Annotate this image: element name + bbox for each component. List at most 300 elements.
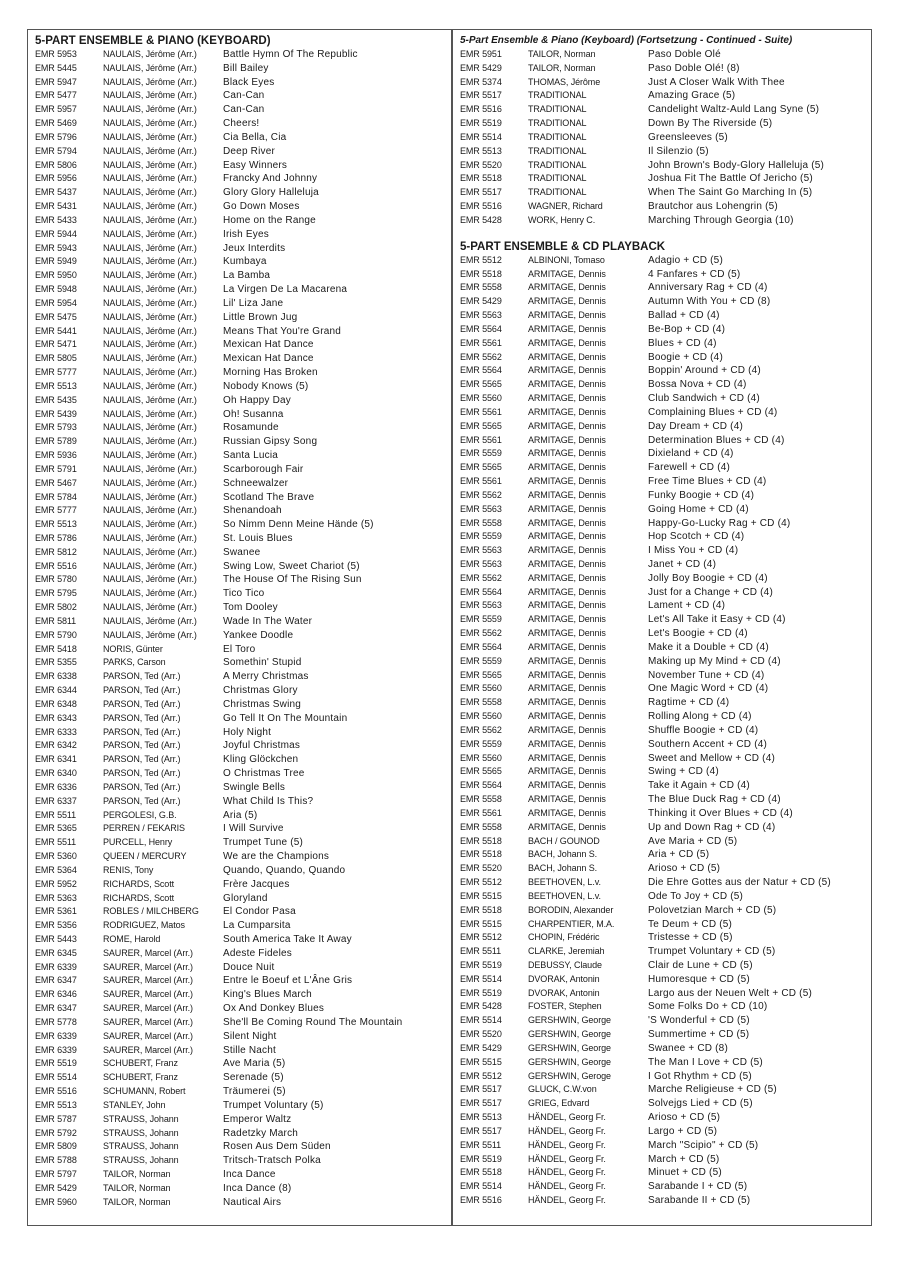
catalog-number: EMR 5564 — [460, 641, 502, 652]
list-item — [35, 643, 445, 657]
catalog-number: EMR 5428 — [460, 1001, 502, 1012]
title: March "Scipio" + CD (5) — [648, 1139, 759, 1151]
list-item — [35, 1140, 445, 1154]
composer: GERSHWIN, George — [528, 1015, 611, 1026]
list-item — [35, 850, 445, 864]
catalog-number: EMR 5786 — [35, 532, 77, 543]
right-column — [460, 34, 865, 1208]
composer: ARMITAGE, Dennis — [528, 697, 606, 708]
catalog-number: EMR 5560 — [460, 752, 502, 763]
composer: ARMITAGE, Dennis — [528, 489, 606, 500]
list-item — [460, 1014, 865, 1028]
list-item — [35, 366, 445, 380]
catalog-number: EMR 5513 — [35, 380, 77, 391]
list-item — [460, 641, 865, 655]
catalog-number: EMR 5513 — [460, 1112, 502, 1123]
title: Christmas Glory — [223, 685, 298, 697]
composer: RODRIGUEZ, Matos — [103, 920, 185, 931]
title: Russian Gipsy Song — [223, 436, 318, 448]
catalog-number: EMR 5565 — [460, 669, 502, 680]
composer: ARMITAGE, Dennis — [528, 365, 606, 376]
title: Up and Down Rag + CD (4) — [648, 821, 776, 833]
composer: STANLEY, John — [103, 1099, 166, 1110]
catalog-number: EMR 5562 — [460, 724, 502, 735]
composer: PARSON, Ted (Arr.) — [103, 754, 181, 765]
composer: FOSTER, Stephen — [528, 1001, 602, 1012]
list-item — [460, 862, 865, 876]
composer: ARMITAGE, Dennis — [528, 476, 606, 487]
title: Dixieland + CD (4) — [648, 448, 734, 460]
list-item — [460, 724, 865, 738]
list-item — [460, 1153, 865, 1167]
composer: PARSON, Ted (Arr.) — [103, 781, 181, 792]
list-item — [35, 933, 445, 947]
catalog-number: EMR 5809 — [35, 1141, 77, 1152]
composer: NAULAIS, Jérôme (Arr.) — [103, 546, 197, 557]
list-item — [460, 517, 865, 531]
list-item — [460, 655, 865, 669]
title: Bossa Nova + CD (4) — [648, 379, 747, 391]
title: Wade In The Water — [223, 615, 313, 627]
list-item — [460, 145, 865, 159]
composer: TRADITIONAL — [528, 90, 587, 101]
catalog-number: EMR 5558 — [460, 697, 502, 708]
list-item — [460, 434, 865, 448]
list-item — [460, 503, 865, 517]
catalog-number: EMR 5564 — [460, 365, 502, 376]
composer: TRADITIONAL — [528, 104, 587, 115]
list-item — [35, 228, 445, 242]
title: Happy-Go-Lucky Rag + CD (4) — [648, 517, 791, 529]
list-item — [460, 1111, 865, 1125]
list-item — [460, 876, 865, 890]
title: Making up My Mind + CD (4) — [648, 655, 781, 667]
list-item — [35, 62, 445, 76]
title: Oh! Susanna — [223, 408, 284, 420]
composer: DVORAK, Antonin — [528, 973, 600, 984]
title: Holy Night — [223, 726, 272, 738]
title: Scotland The Brave — [223, 491, 315, 503]
composer: WORK, Henry C. — [528, 214, 596, 225]
title: Träumerei (5) — [223, 1086, 286, 1098]
composer: NAULAIS, Jérôme (Arr.) — [103, 325, 197, 336]
title: Sarabande II + CD (5) — [648, 1195, 751, 1207]
title: The House Of The Rising Sun — [223, 574, 362, 586]
composer: GRIEG, Edvard — [528, 1098, 590, 1109]
composer: ARMITAGE, Dennis — [528, 711, 606, 722]
list-item — [35, 269, 445, 283]
list-item — [35, 560, 445, 574]
composer: ARMITAGE, Dennis — [528, 420, 606, 431]
catalog-number: EMR 5563 — [460, 503, 502, 514]
title: Marche Religieuse + CD (5) — [648, 1084, 777, 1096]
composer: ARMITAGE, Dennis — [528, 641, 606, 652]
catalog-number: EMR 5443 — [35, 934, 77, 944]
title: Free Time Blues + CD (4) — [648, 476, 767, 488]
catalog-number: EMR 5512 — [460, 1070, 502, 1081]
title: Minuet + CD (5) — [648, 1167, 722, 1179]
list-item — [35, 864, 445, 878]
title: South America Take It Away — [223, 934, 352, 945]
title: Te Deum + CD (5) — [648, 918, 733, 930]
title: I Miss You + CD (4) — [648, 545, 739, 557]
title: Ballad + CD (4) — [648, 310, 720, 322]
catalog-number: EMR 5520 — [460, 1029, 502, 1040]
list-item — [460, 710, 865, 724]
catalog-number: EMR 5519 — [460, 118, 502, 129]
composer: NAULAIS, Jérôme (Arr.) — [103, 422, 197, 433]
composer: HÄNDEL, Georg Fr. — [528, 1181, 606, 1192]
title: Santa Lucia — [223, 450, 279, 462]
title: Cia Bella, Cia — [223, 131, 287, 143]
catalog-number: EMR 5562 — [460, 572, 502, 583]
title: Trumpet Voluntary + CD (5) — [648, 946, 776, 958]
list-item — [460, 309, 865, 323]
title: Greensleeves (5) — [648, 131, 728, 143]
title: Little Brown Jug — [223, 311, 298, 323]
composer: NAULAIS, Jérôme (Arr.) — [103, 380, 197, 391]
list-item — [460, 738, 865, 752]
title: Amazing Grace (5) — [648, 90, 736, 102]
title: One Magic Word + CD (4) — [648, 683, 769, 695]
catalog-number: EMR 5431 — [35, 201, 77, 212]
title: Radetzky March — [223, 1127, 299, 1139]
catalog-number: EMR 5565 — [460, 420, 502, 431]
catalog-number: EMR 5960 — [35, 1196, 77, 1207]
catalog-number: EMR 5517 — [460, 1098, 502, 1109]
composer: PARSON, Ted (Arr.) — [103, 768, 181, 779]
catalog-number: EMR 5777 — [35, 505, 77, 516]
catalog-number: EMR 5562 — [460, 489, 502, 500]
composer: ARMITAGE, Dennis — [528, 282, 606, 293]
catalog-number: EMR 5418 — [35, 643, 77, 654]
composer: ARMITAGE, Dennis — [528, 503, 606, 514]
title: Stille Nacht — [223, 1044, 276, 1056]
catalog-number: EMR 5564 — [460, 323, 502, 334]
catalog-number: EMR 5519 — [460, 960, 502, 970]
list-item — [35, 283, 445, 297]
list-item — [460, 323, 865, 337]
title: Shuffle Boogie + CD (4) — [648, 724, 759, 736]
catalog-number: EMR 6345 — [35, 947, 77, 958]
catalog-number: EMR 5512 — [460, 254, 502, 265]
composer: ARMITAGE, Dennis — [528, 406, 606, 417]
catalog-number: EMR 5795 — [35, 588, 77, 599]
list-item — [35, 781, 445, 795]
catalog-number: EMR 5511 — [460, 1139, 502, 1150]
composer: NAULAIS, Jérôme (Arr.) — [103, 49, 197, 59]
composer: PARKS, Carson — [103, 657, 166, 668]
list-item — [35, 1044, 445, 1058]
title: Lament + CD (4) — [648, 600, 726, 612]
composer: QUEEN / MERCURY — [103, 851, 187, 862]
title: The Man I Love + CD (5) — [648, 1056, 763, 1068]
composer: ARMITAGE, Dennis — [528, 323, 606, 334]
catalog-number: EMR 5355 — [35, 657, 77, 668]
catalog-number: EMR 5950 — [35, 270, 77, 281]
left-column — [35, 34, 445, 1210]
title: Joshua Fit The Battle Of Jericho (5) — [648, 173, 813, 185]
composer: ARMITAGE, Dennis — [528, 821, 606, 832]
composer: STRAUSS, Johann — [103, 1141, 179, 1152]
catalog-number: EMR 5561 — [460, 807, 502, 818]
composer: NORIS, Günter — [103, 643, 163, 654]
composer: ARMITAGE, Dennis — [528, 351, 606, 362]
list-item — [35, 463, 445, 477]
catalog-number: EMR 5797 — [35, 1169, 77, 1180]
composer: ARMITAGE, Dennis — [528, 724, 606, 735]
list-item — [460, 281, 865, 295]
list-item — [460, 848, 865, 862]
title: Jeux Interdits — [223, 242, 286, 254]
catalog-number: EMR 5559 — [460, 448, 502, 459]
title: Ave Maria + CD (5) — [648, 835, 738, 847]
list-item — [35, 587, 445, 601]
list-item — [35, 836, 445, 850]
composer: ARMITAGE, Dennis — [528, 268, 606, 279]
title: El Toro — [223, 643, 256, 655]
title: Sweet and Mellow + CD (4) — [648, 752, 775, 764]
title: Yankee Doodle — [223, 629, 294, 641]
title: Somethin' Stupid — [223, 657, 302, 669]
title: A Merry Christmas — [223, 671, 309, 683]
composer: SCHUBERT, Franz — [103, 1058, 178, 1069]
list-item — [460, 1000, 865, 1014]
catalog-number: EMR 5518 — [460, 904, 502, 915]
title: Swing Low, Sweet Chariot (5) — [223, 560, 360, 572]
catalog-number: EMR 5511 — [35, 837, 77, 848]
catalog-number: EMR 5948 — [35, 284, 77, 295]
list-item — [35, 905, 445, 919]
composer: ARMITAGE, Dennis — [528, 738, 606, 749]
list-item — [35, 200, 445, 214]
title: Aria + CD (5) — [648, 849, 710, 861]
list-item — [35, 159, 445, 173]
list-item — [35, 629, 445, 643]
title: Tico Tico — [223, 588, 265, 600]
catalog-number: EMR 5471 — [35, 339, 77, 350]
list-item — [460, 572, 865, 586]
catalog-number: EMR 5363 — [35, 892, 77, 903]
composer: HÄNDEL, Georg Fr. — [528, 1139, 606, 1150]
catalog-number: EMR 5791 — [35, 463, 77, 474]
catalog-number: EMR 5512 — [460, 932, 502, 943]
title: November Tune + CD (4) — [648, 669, 765, 681]
title: Humoresque + CD (5) — [648, 973, 750, 985]
composer: PARSON, Ted (Arr.) — [103, 685, 181, 696]
catalog-number: EMR 6339 — [35, 1030, 77, 1041]
list-item — [35, 518, 445, 532]
list-item — [35, 1057, 445, 1071]
composer: RICHARDS, Scott — [103, 878, 175, 889]
catalog-number: EMR 5560 — [460, 711, 502, 722]
catalog-number: EMR 5794 — [35, 145, 77, 156]
catalog-number: EMR 5561 — [460, 406, 502, 417]
catalog-number: EMR 5517 — [460, 1125, 502, 1136]
composer: NAULAIS, Jérôme (Arr.) — [103, 284, 197, 295]
composer: GERSHWIN, George — [528, 1056, 611, 1067]
title: Polovetzian March + CD (5) — [648, 904, 777, 916]
catalog-number: EMR 5811 — [35, 615, 77, 626]
title: Down By The Riverside (5) — [648, 118, 773, 130]
title: Adagio + CD (5) — [648, 254, 723, 266]
title: La Virgen De La Macarena — [223, 284, 348, 296]
list-item — [35, 242, 445, 256]
list-item — [460, 793, 865, 807]
list-item — [35, 48, 445, 62]
title: Autumn With You + CD (8) — [648, 296, 771, 308]
title: Funky Boogie + CD (4) — [648, 489, 755, 501]
composer: CHARPENTIER, M.A. — [528, 918, 615, 929]
title: Southern Accent + CD (4) — [648, 738, 768, 750]
list-item — [35, 1085, 445, 1099]
list-item — [35, 352, 445, 366]
composer: ARMITAGE, Dennis — [528, 683, 606, 694]
title: Some Folks Do + CD (10) — [648, 1001, 768, 1013]
composer: ARMITAGE, Dennis — [528, 379, 606, 390]
catalog-number: EMR 5558 — [460, 821, 502, 832]
title: 'S Wonderful + CD (5) — [648, 1015, 750, 1027]
catalog-number: EMR 5517 — [460, 1084, 502, 1095]
catalog-number: EMR 5561 — [460, 434, 502, 445]
list-item — [460, 159, 865, 173]
list-item — [460, 254, 865, 268]
list-item — [460, 186, 865, 200]
list-item — [460, 489, 865, 503]
title: Summertime + CD (5) — [648, 1029, 750, 1041]
title: Trumpet Voluntary (5) — [223, 1099, 324, 1111]
title: Swanee — [223, 546, 261, 558]
catalog-number: EMR 5429 — [35, 1182, 77, 1193]
catalog-number: EMR 5784 — [35, 491, 77, 502]
title: Just A Closer Walk With Thee — [648, 76, 785, 88]
composer: NAULAIS, Jérôme (Arr.) — [103, 339, 197, 350]
composer: HÄNDEL, Georg Fr. — [528, 1112, 606, 1123]
list-item — [35, 449, 445, 463]
catalog-number: EMR 5433 — [35, 214, 77, 225]
composer: NAULAIS, Jérôme (Arr.) — [103, 463, 197, 474]
title: Boogie + CD (4) — [648, 351, 723, 363]
title: Gloryland — [223, 892, 268, 904]
list-item — [35, 573, 445, 587]
catalog-number: EMR 5561 — [460, 476, 502, 487]
list-item — [35, 532, 445, 546]
list-item — [460, 945, 865, 959]
title: Let's Boogie + CD (4) — [648, 628, 748, 640]
catalog-number: EMR 5361 — [35, 906, 77, 917]
title: Mexican Hat Dance — [223, 339, 314, 351]
title: Home on the Range — [223, 214, 316, 226]
catalog-number: EMR 5517 — [460, 187, 502, 198]
title: The Blue Duck Rag + CD (4) — [648, 794, 781, 806]
title: Battle Hymn Of The Republic — [223, 49, 358, 60]
list-item — [460, 1028, 865, 1042]
catalog-number: EMR 5519 — [35, 1058, 77, 1069]
list-item — [35, 739, 445, 753]
list-item — [460, 931, 865, 945]
title: Brautchor aus Lohengrin (5) — [648, 201, 778, 213]
catalog-number: EMR 5562 — [460, 351, 502, 362]
title: Joyful Christmas — [223, 740, 301, 752]
composer: HÄNDEL, Georg Fr. — [528, 1167, 606, 1178]
composer: WAGNER, Richard — [528, 201, 603, 212]
title: King's Blues March — [223, 989, 312, 1001]
list-item — [35, 892, 445, 906]
catalog-number: EMR 5475 — [35, 311, 77, 322]
composer: NAULAIS, Jérôme (Arr.) — [103, 394, 197, 405]
list-item — [35, 408, 445, 422]
title: Christmas Swing — [223, 698, 302, 710]
catalog-number: EMR 5792 — [35, 1127, 77, 1138]
list-item — [460, 406, 865, 420]
catalog-number: EMR 5511 — [460, 946, 502, 957]
catalog-number: EMR 5949 — [35, 256, 77, 267]
catalog-number: EMR 5515 — [460, 1056, 502, 1067]
composer: NAULAIS, Jérôme (Arr.) — [103, 76, 197, 87]
list-item — [35, 477, 445, 491]
catalog-number: EMR 5445 — [35, 62, 77, 73]
catalog-number: EMR 5360 — [35, 851, 77, 862]
composer: TAILOR, Norman — [528, 62, 596, 73]
composer: ARMITAGE, Dennis — [528, 628, 606, 639]
catalog-number: EMR 5469 — [35, 118, 77, 129]
title: La Bamba — [223, 270, 271, 282]
composer: SCHUMANN, Robert — [103, 1086, 186, 1097]
composer: NAULAIS, Jérôme (Arr.) — [103, 588, 197, 599]
composer: NAULAIS, Jérôme (Arr.) — [103, 491, 197, 502]
catalog-number: EMR 5439 — [35, 408, 77, 419]
catalog-number: EMR 6346 — [35, 989, 77, 1000]
title: We are the Champions — [223, 851, 330, 863]
list-item — [35, 795, 445, 809]
list-item — [460, 613, 865, 627]
list-item — [35, 1168, 445, 1182]
catalog-number: EMR 5513 — [35, 1099, 77, 1110]
catalog-number: EMR 6339 — [35, 961, 77, 972]
composer: ARMITAGE, Dennis — [528, 337, 606, 348]
composer: ARMITAGE, Dennis — [528, 807, 606, 818]
catalog-number: EMR 5957 — [35, 104, 77, 115]
list-item — [460, 117, 865, 131]
catalog-number: EMR 5429 — [460, 296, 502, 307]
list-item — [35, 974, 445, 988]
list-item — [460, 103, 865, 117]
composer: ROME, Harold — [103, 934, 161, 944]
list-item — [35, 1071, 445, 1085]
list-item — [35, 684, 445, 698]
list-item — [460, 1166, 865, 1180]
composer: NAULAIS, Jérôme (Arr.) — [103, 187, 197, 198]
list-item — [460, 378, 865, 392]
list-item — [35, 1002, 445, 1016]
composer: TRADITIONAL — [528, 118, 587, 129]
list-item — [35, 214, 445, 228]
list-item — [35, 504, 445, 518]
catalog-number: EMR 5517 — [460, 90, 502, 101]
title: Jolly Boy Boogie + CD (4) — [648, 572, 768, 584]
list-item — [460, 351, 865, 365]
list-item — [35, 1030, 445, 1044]
list-item — [460, 1139, 865, 1153]
list-item — [35, 656, 445, 670]
composer: GERSHWIN, Geroge — [528, 1070, 611, 1081]
composer: NAULAIS, Jérôme (Arr.) — [103, 118, 197, 129]
list-item — [460, 48, 865, 62]
composer: NAULAIS, Jérôme (Arr.) — [103, 270, 197, 281]
title: Schneewalzer — [223, 477, 289, 489]
list-item — [35, 117, 445, 131]
title: Kling Glöckchen — [223, 754, 299, 766]
